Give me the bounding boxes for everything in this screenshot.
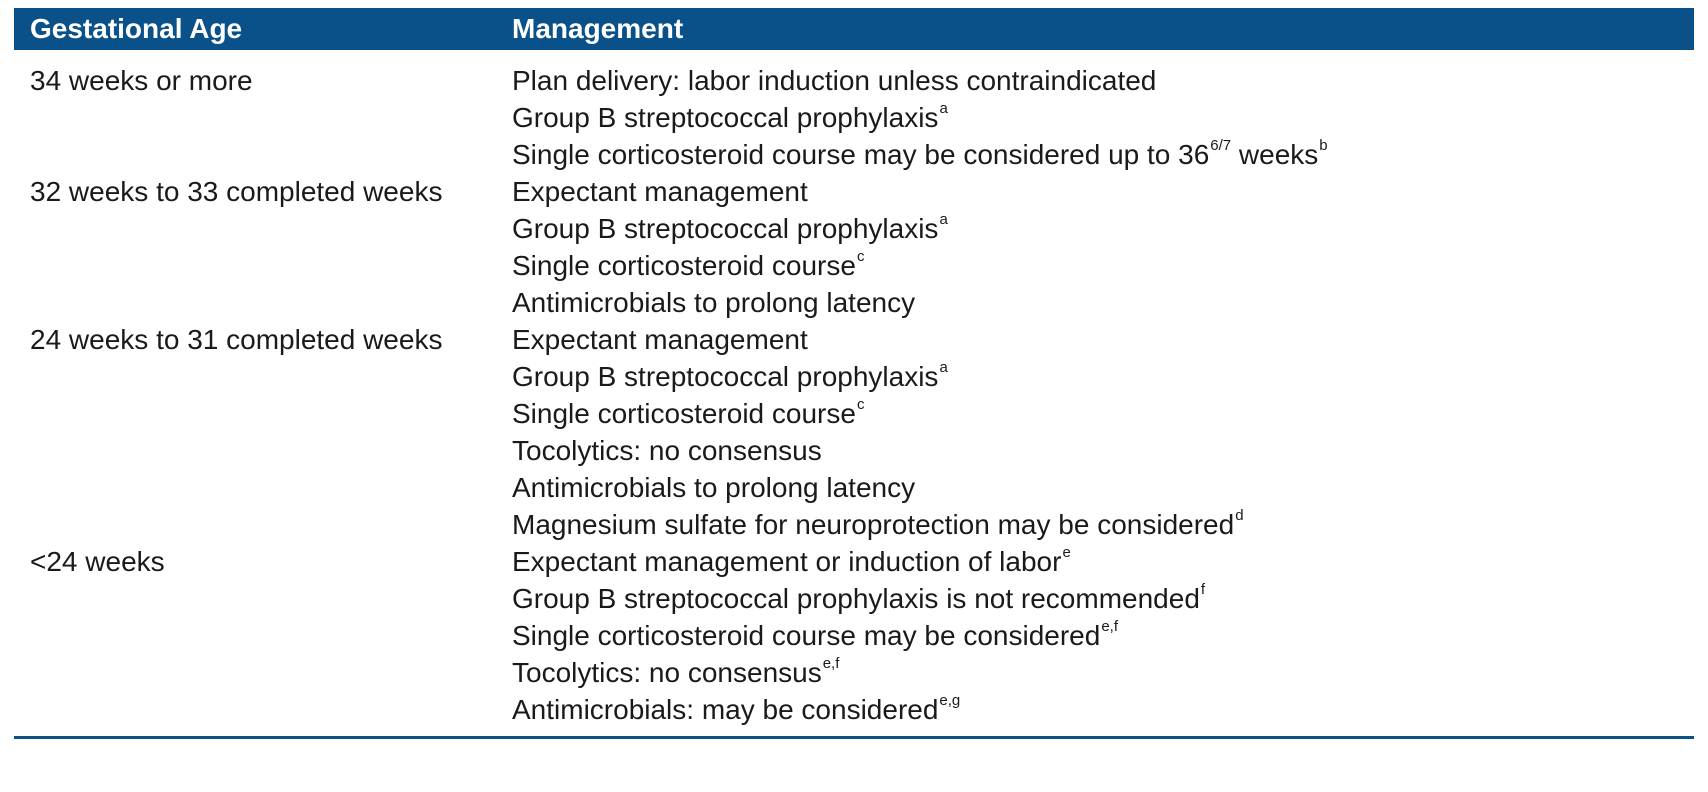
management-line <box>512 62 1328 99</box>
management-text: Single corticosteroid course <box>512 398 856 429</box>
management-line <box>512 432 1244 469</box>
management-line <box>512 173 948 210</box>
footnote-marker: f <box>1200 581 1206 598</box>
management-line <box>512 691 1205 728</box>
table-row <box>14 543 1694 728</box>
management-line <box>512 654 1205 691</box>
footnote-marker: 6/7 <box>1210 137 1232 154</box>
footnote-marker: c <box>856 248 865 265</box>
management-cell <box>512 321 1244 543</box>
footnote-marker: c <box>856 396 865 413</box>
footnote-marker: b <box>1319 137 1328 154</box>
footnote-marker: e,f <box>1101 618 1118 635</box>
management-text: Expectant management or induction of labor <box>512 546 1062 577</box>
footnote-marker: a <box>939 211 948 228</box>
footnote-marker: a <box>939 359 948 376</box>
management-line <box>512 136 1328 173</box>
footnote-marker: d <box>1235 507 1244 524</box>
header-management: Management <box>512 13 684 44</box>
management-text: Group B streptococcal prophylaxis is not recommended <box>512 583 1200 614</box>
gestational-age-cell: 34 weeks or more <box>30 65 253 96</box>
footnote-marker: a <box>939 100 948 117</box>
management-line <box>512 210 948 247</box>
management-text: Tocolytics: no consensus <box>512 657 822 688</box>
management-line <box>512 543 1205 580</box>
management-text: Group B streptococcal prophylaxis <box>512 361 939 392</box>
table-row <box>14 321 1694 543</box>
header-gestational-age: Gestational Age <box>30 13 243 44</box>
management-line <box>512 321 1244 358</box>
management-text: Tocolytics: no consensus <box>512 435 822 466</box>
management-line <box>512 580 1205 617</box>
gestational-age-cell: <24 weeks <box>30 546 165 577</box>
management-table <box>14 8 1694 739</box>
management-text: Single corticosteroid course may be considered <box>512 620 1101 651</box>
table-header <box>14 8 1694 50</box>
management-text: Single corticosteroid course <box>512 250 856 281</box>
management-text: Antimicrobials to prolong latency <box>512 287 916 318</box>
management-text: Expectant management <box>512 324 808 355</box>
management-line <box>512 395 1244 432</box>
management-text: Group B streptococcal prophylaxis <box>512 213 939 244</box>
management-line <box>512 284 948 321</box>
management-text: Plan delivery: labor induction unless contraindicated <box>512 65 1157 96</box>
footnote-marker: e,f <box>822 655 840 672</box>
management-text-tail: weeks <box>1231 139 1319 170</box>
management-line <box>512 247 948 284</box>
management-text: Expectant management <box>512 176 808 207</box>
bottom-rule <box>14 736 1694 739</box>
management-text: Group B streptococcal prophylaxis <box>512 102 939 133</box>
management-text: Single corticosteroid course may be considered up to 36 <box>512 139 1210 170</box>
management-text: Antimicrobials: may be considered <box>512 694 939 725</box>
gestational-age-cell: 32 weeks to 33 completed weeks <box>30 176 443 207</box>
footnote-marker: e <box>1062 544 1071 561</box>
footnote-marker: e,g <box>939 692 961 709</box>
management-cell <box>512 62 1328 173</box>
management-cell <box>512 173 948 321</box>
management-line <box>512 99 1328 136</box>
table-body <box>14 50 1694 728</box>
management-cell <box>512 543 1205 728</box>
table-row <box>14 173 1694 321</box>
management-line <box>512 617 1205 654</box>
management-text: Antimicrobials to prolong latency <box>512 472 916 503</box>
management-line <box>512 469 1244 506</box>
table-row <box>14 62 1694 173</box>
management-text: Magnesium sulfate for neuroprotection may be considered <box>512 509 1235 540</box>
management-line <box>512 506 1244 543</box>
management-line <box>512 358 1244 395</box>
gestational-age-cell: 24 weeks to 31 completed weeks <box>30 324 443 355</box>
